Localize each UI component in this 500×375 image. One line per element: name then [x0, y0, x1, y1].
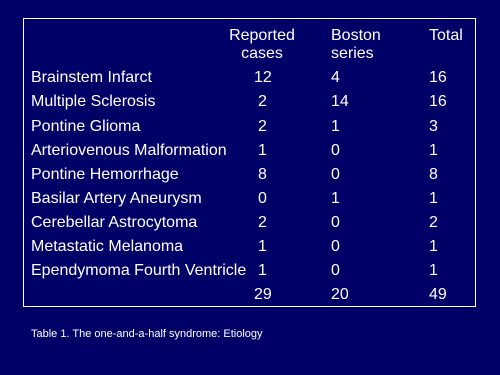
header-boston-line1: Boston [331, 27, 381, 44]
row-boston: 4 [331, 69, 340, 86]
row-reported: 2 [258, 214, 267, 231]
row-total: 1 [429, 262, 438, 279]
row-boston: 0 [331, 142, 340, 159]
row-etiology: Basilar Artery Aneurysm [31, 190, 202, 207]
row-boston: 0 [331, 238, 340, 255]
row-total: 3 [429, 118, 438, 135]
row-boston: 0 [331, 166, 340, 183]
row-etiology: Pontine Glioma [31, 118, 141, 135]
row-reported: 1 [258, 238, 267, 255]
row-etiology: Multiple Sclerosis [31, 93, 156, 110]
totals-total: 49 [429, 286, 447, 303]
row-reported: 0 [258, 190, 267, 207]
row-reported: 1 [258, 142, 267, 159]
row-reported: 2 [258, 93, 267, 110]
row-total: 1 [429, 190, 438, 207]
row-total: 16 [429, 69, 447, 86]
row-total: 16 [429, 93, 447, 110]
row-reported: 8 [258, 166, 267, 183]
totals-reported: 29 [254, 286, 272, 303]
header-reported-line1: Reported [229, 27, 295, 44]
row-total: 1 [429, 238, 438, 255]
row-etiology: Ependymoma Fourth Ventricle [31, 262, 247, 279]
row-boston: 0 [331, 214, 340, 231]
row-total: 2 [429, 214, 438, 231]
row-total: 8 [429, 166, 438, 183]
header-total: Total [429, 27, 463, 44]
row-etiology: Cerebellar Astrocytoma [31, 214, 198, 231]
row-reported: 2 [258, 118, 267, 135]
row-boston: 14 [331, 93, 349, 110]
row-total: 1 [429, 142, 438, 159]
row-boston: 0 [331, 262, 340, 279]
totals-boston: 20 [331, 286, 349, 303]
row-reported: 12 [254, 69, 272, 86]
header-boston-line2: series [331, 45, 374, 62]
row-boston: 1 [331, 118, 340, 135]
table-caption: Table 1. The one-and-a-half syndrome: Etiology [31, 328, 263, 340]
row-boston: 1 [331, 190, 340, 207]
header-reported-line2: cases [241, 45, 283, 62]
row-etiology: Pontine Hemorrhage [31, 166, 179, 183]
row-etiology: Metastatic Melanoma [31, 238, 184, 255]
row-reported: 1 [258, 262, 267, 279]
row-etiology: Brainstem Infarct [31, 69, 152, 86]
row-etiology: Arteriovenous Malformation [31, 142, 227, 159]
